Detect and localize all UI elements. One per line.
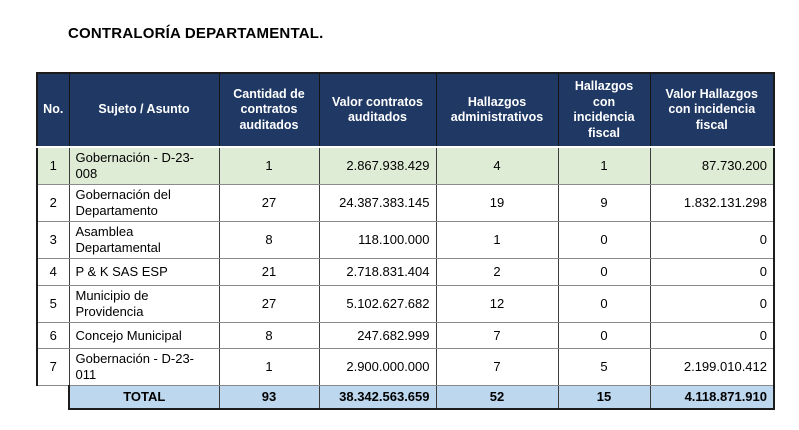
cell-valor-hallazgos-fiscal: 87.730.200 (650, 147, 774, 185)
table-row (37, 222, 774, 259)
cell-valor-hallazgos-fiscal: 0 (650, 222, 774, 259)
cell-valor-contratos: 24.387.383.145 (319, 185, 436, 222)
cell-no: 3 (37, 222, 69, 259)
cell-valor-contratos: 5.102.627.682 (319, 286, 436, 323)
column-header-cantidad-contratos: Cantidad de contratos auditados (219, 73, 319, 147)
total-label: TOTAL (69, 386, 219, 409)
cell-no: 2 (37, 185, 69, 222)
cell-hallazgos-incidencia-fiscal: 1 (558, 147, 650, 185)
cell-hallazgos-administrativos: 4 (436, 147, 558, 185)
cell-valor-hallazgos-fiscal: 0 (650, 259, 774, 286)
cell-valor-hallazgos-fiscal: 2.199.010.412 (650, 349, 774, 386)
cell-no: 4 (37, 259, 69, 286)
cell-sujeto: P & K SAS ESP (69, 259, 219, 286)
cell-valor-contratos: 2.718.831.404 (319, 259, 436, 286)
page-title: CONTRALORÍA DEPARTAMENTAL. (68, 25, 324, 42)
cell-cantidad-contratos: 27 (219, 286, 319, 323)
cell-hallazgos-incidencia-fiscal: 0 (558, 222, 650, 259)
table-row (37, 286, 774, 323)
cell-valor-contratos: 2.900.000.000 (319, 349, 436, 386)
cell-cantidad-contratos: 1 (219, 147, 319, 185)
cell-hallazgos-incidencia-fiscal: 9 (558, 185, 650, 222)
cell-cantidad-contratos: 8 (219, 323, 319, 349)
total-valor-hallazgos-fiscal: 4.118.871.910 (650, 386, 774, 409)
cell-valor-hallazgos-fiscal: 0 (650, 286, 774, 323)
cell-hallazgos-administrativos: 12 (436, 286, 558, 323)
cell-no: 1 (37, 147, 69, 185)
cell-sujeto: Gobernación del Departamento (69, 185, 219, 222)
total-valor-contratos: 38.342.563.659 (319, 386, 436, 409)
table-row (37, 259, 774, 286)
cell-cantidad-contratos: 21 (219, 259, 319, 286)
cell-valor-hallazgos-fiscal: 1.832.131.298 (650, 185, 774, 222)
cell-hallazgos-administrativos: 7 (436, 323, 558, 349)
cell-valor-contratos: 247.682.999 (319, 323, 436, 349)
cell-valor-contratos: 2.867.938.429 (319, 147, 436, 185)
cell-no: 6 (37, 323, 69, 349)
cell-cantidad-contratos: 8 (219, 222, 319, 259)
cell-hallazgos-administrativos: 19 (436, 185, 558, 222)
column-header-hallazgos-administrativos: Hallazgos administrativos (436, 73, 558, 147)
column-header-valor-hallazgos-fiscal: Valor Hallazgos con incidencia fiscal (650, 73, 774, 147)
cell-valor-contratos: 118.100.000 (319, 222, 436, 259)
column-header-valor-contratos: Valor contratos auditados (319, 73, 436, 147)
column-header-hallazgos-incidencia-fiscal: Hallazgos con incidencia fiscal (558, 73, 650, 147)
cell-hallazgos-administrativos: 7 (436, 349, 558, 386)
table-header-row (37, 73, 774, 147)
cell-hallazgos-incidencia-fiscal: 5 (558, 349, 650, 386)
table-total-row (37, 386, 774, 409)
cell-valor-hallazgos-fiscal: 0 (650, 323, 774, 349)
cell-sujeto: Municipio de Providencia (69, 286, 219, 323)
audit-results-table (36, 72, 775, 410)
table-row (37, 185, 774, 222)
total-hallazgos-incidencia-fiscal: 15 (558, 386, 650, 409)
cell-no: 5 (37, 286, 69, 323)
total-row-empty-cell (37, 386, 69, 409)
cell-hallazgos-incidencia-fiscal: 0 (558, 323, 650, 349)
cell-hallazgos-incidencia-fiscal: 0 (558, 259, 650, 286)
cell-hallazgos-incidencia-fiscal: 0 (558, 286, 650, 323)
cell-sujeto: Asamblea Departamental (69, 222, 219, 259)
cell-cantidad-contratos: 27 (219, 185, 319, 222)
cell-sujeto: Gobernación - D-23-008 (69, 147, 219, 185)
cell-cantidad-contratos: 1 (219, 349, 319, 386)
table-row (37, 349, 774, 386)
cell-sujeto: Concejo Municipal (69, 323, 219, 349)
total-cantidad-contratos: 93 (219, 386, 319, 409)
total-hallazgos-administrativos: 52 (436, 386, 558, 409)
cell-no: 7 (37, 349, 69, 386)
cell-hallazgos-administrativos: 1 (436, 222, 558, 259)
cell-sujeto: Gobernación - D-23-011 (69, 349, 219, 386)
column-header-sujeto-asunto: Sujeto / Asunto (69, 73, 219, 147)
table-row (37, 147, 774, 185)
table-row (37, 323, 774, 349)
column-header-no: No. (37, 73, 69, 147)
cell-hallazgos-administrativos: 2 (436, 259, 558, 286)
